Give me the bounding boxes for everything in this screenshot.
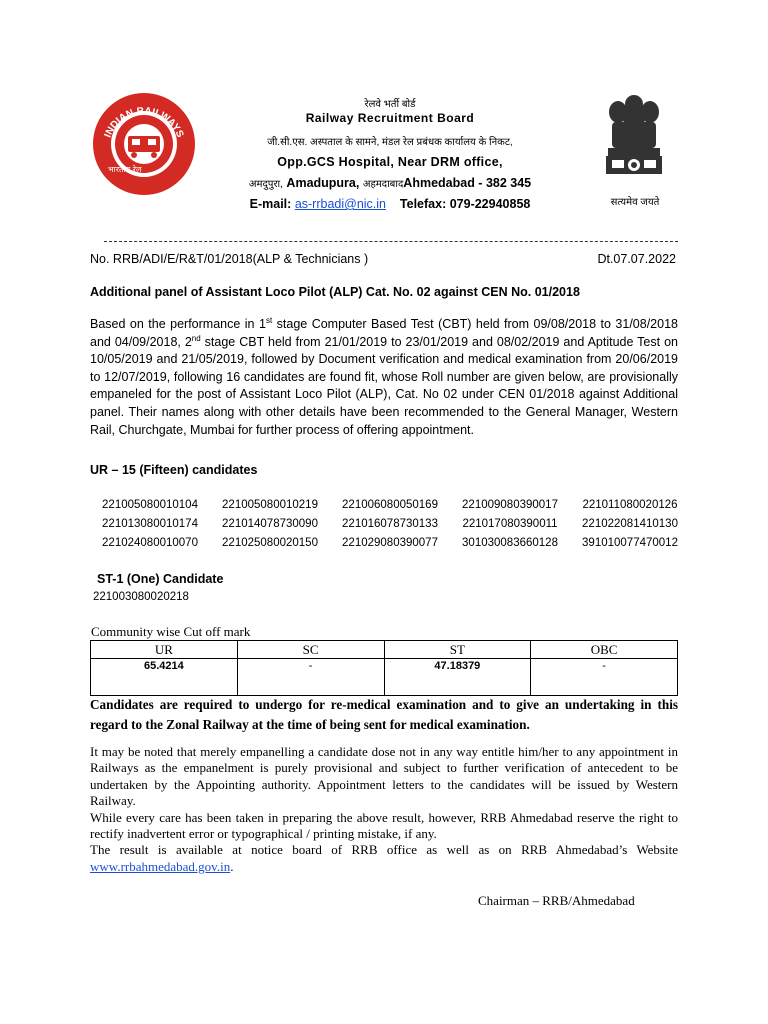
- indian-railways-logo: [92, 92, 196, 196]
- roll-number: 221014078730090: [222, 518, 318, 530]
- roll-row: [90, 499, 690, 518]
- cutoff-header: SC: [237, 641, 384, 659]
- para1-text-b: stage Computer Based Test (CBT) held from 09/08/2018 to 31/08/2018 and 04/09/2018, 2: [90, 317, 678, 349]
- st-roll-number: 221003080020218: [93, 591, 189, 603]
- cutoff-value: 47.18379: [384, 659, 531, 696]
- paragraph-3: While every care has been taken in preparing the above result, however, RRB Ahmedabad reserve the right to rectify inadvertent error or typographical / printing mistake, if any.: [90, 809, 678, 842]
- subject-heading: Additional panel of Assistant Loco Pilot (ALP) Cat. No. 02 against CEN No. 01/2018: [90, 285, 580, 299]
- ur-roll-list: [90, 499, 690, 556]
- cutoff-header-row: [91, 641, 678, 659]
- roll-number: 221025080020150: [222, 537, 318, 549]
- roll-number: 221013080010174: [102, 518, 198, 530]
- address: Opp.GCS Hospital, Near DRM office,: [277, 155, 503, 169]
- area-hindi: अमदुपुरा,: [248, 179, 283, 190]
- para1-text-a: Based on the performance in 1: [90, 317, 266, 331]
- cutoff-value: -: [237, 659, 384, 696]
- roll-number: 221022081410130: [582, 518, 678, 530]
- roll-number: 221016078730133: [342, 518, 438, 530]
- city-hindi: अहमदाबाद: [362, 179, 404, 190]
- logo-text: INDIAN RAILWAYS: [102, 105, 186, 140]
- paragraph-4-end: .: [230, 858, 234, 874]
- cutoff-value: 65.4214: [91, 659, 238, 696]
- paragraph-2: It may be noted that merely empanelling a candidate dose not in any way entitle him/her to any appointment in Railways as the empanelment is purely provisional and subject to further verification of antecedent to be undertaken by the Appointing authority. Appointment letters to the candidates will be issued by Western Railway.: [90, 744, 678, 809]
- roll-number: 221005080010104: [102, 499, 198, 511]
- roll-number: 391010077470012: [582, 537, 678, 549]
- st-heading: ST-1 (One) Candidate: [97, 572, 224, 586]
- city-line: [200, 176, 580, 190]
- paragraph-4-text: The result is available at notice board of RRB office as well as on RRB Ahmedabad’s Website: [90, 842, 678, 858]
- roll-number: 221024080010070: [102, 537, 198, 549]
- roll-row: [90, 518, 690, 537]
- paragraph-1: [90, 316, 678, 439]
- contact-line: [200, 197, 580, 211]
- roll-number: 221011080020126: [582, 499, 678, 511]
- roll-number: 221017080390011: [462, 518, 558, 530]
- address-hindi: जी.सी.एस. अस्पताल के सामने, मंडल रेल प्रबंधक कार्यालय के निकट,: [267, 137, 513, 148]
- cutoff-value-row: [91, 659, 678, 696]
- reference-number: No. RRB/ADI/E/R&T/01/2018(ALP & Technicians ): [90, 252, 369, 266]
- emblem-caption: सत्यमेव जयते: [610, 197, 660, 208]
- roll-number: 221005080010219: [222, 499, 318, 511]
- notes-block: [90, 744, 678, 875]
- roll-number: 221009080390017: [462, 499, 558, 511]
- cutoff-table: [90, 640, 678, 696]
- signature: Chairman – RRB/Ahmedabad: [478, 893, 635, 908]
- para1-text-c: stage CBT held from 21/01/2019 to 23/01/2019 and 08/02/2019 and Aptitude Test on 10/05/2019 and 21/05/2019, followed by Document verification and medical examination from 20/06/2019 to 12/07/2019, following 16 candidates are found fit, whose Roll number are given below, are provisionally empaneled for the post of Assistant Loco Pilot (ALP), Cat. No 02 under CEN 01/2018 against Additional panel. Their names along with other details have been recommended to the General Manager, Western Rail, Churchgate, Mumbai for further process of offering appointment.: [90, 334, 678, 437]
- roll-row: [90, 537, 690, 556]
- email-link[interactable]: as-rrbadi@nic.in: [294, 197, 387, 211]
- national-emblem: [598, 92, 670, 188]
- cutoff-title: Community wise Cut off mark: [91, 624, 251, 639]
- reference-line: [90, 252, 676, 266]
- reference-date: Dt.07.07.2022: [597, 252, 676, 266]
- email-label: E-mail:: [249, 197, 292, 211]
- cutoff-header: UR: [91, 641, 238, 659]
- para1-sup-2: nd: [191, 333, 201, 343]
- paragraph-4: [90, 842, 678, 875]
- board-name-hindi: रेलवे भर्ती बोर्ड: [364, 99, 416, 110]
- cutoff-header: ST: [384, 641, 531, 659]
- medical-note: Candidates are required to undergo for re-medical examination and to give an undertaking in this regard to the Zonal Railway at the time of being sent for medical examination.: [90, 697, 678, 732]
- area: Amadupura,: [286, 176, 360, 190]
- roll-number: 301030083660128: [462, 537, 558, 549]
- cutoff-value: -: [531, 659, 678, 696]
- roll-number: 221029080390077: [342, 537, 438, 549]
- ur-heading: UR – 15 (Fifteen) candidates: [90, 463, 258, 477]
- website-link[interactable]: www.rrbahmedabad.gov.in: [90, 858, 231, 874]
- logo-hindi-text: भारतीय रेल: [108, 165, 142, 174]
- city: Ahmedabad - 382 345: [403, 176, 532, 190]
- telefax: Telefax: 079-22940858: [399, 197, 531, 211]
- cutoff-header: OBC: [531, 641, 678, 659]
- roll-number: 221006080050169: [342, 499, 438, 511]
- board-name: Railway Recruitment Board: [305, 111, 475, 125]
- header-divider: [104, 241, 678, 242]
- para1-sup-1: st: [265, 315, 273, 325]
